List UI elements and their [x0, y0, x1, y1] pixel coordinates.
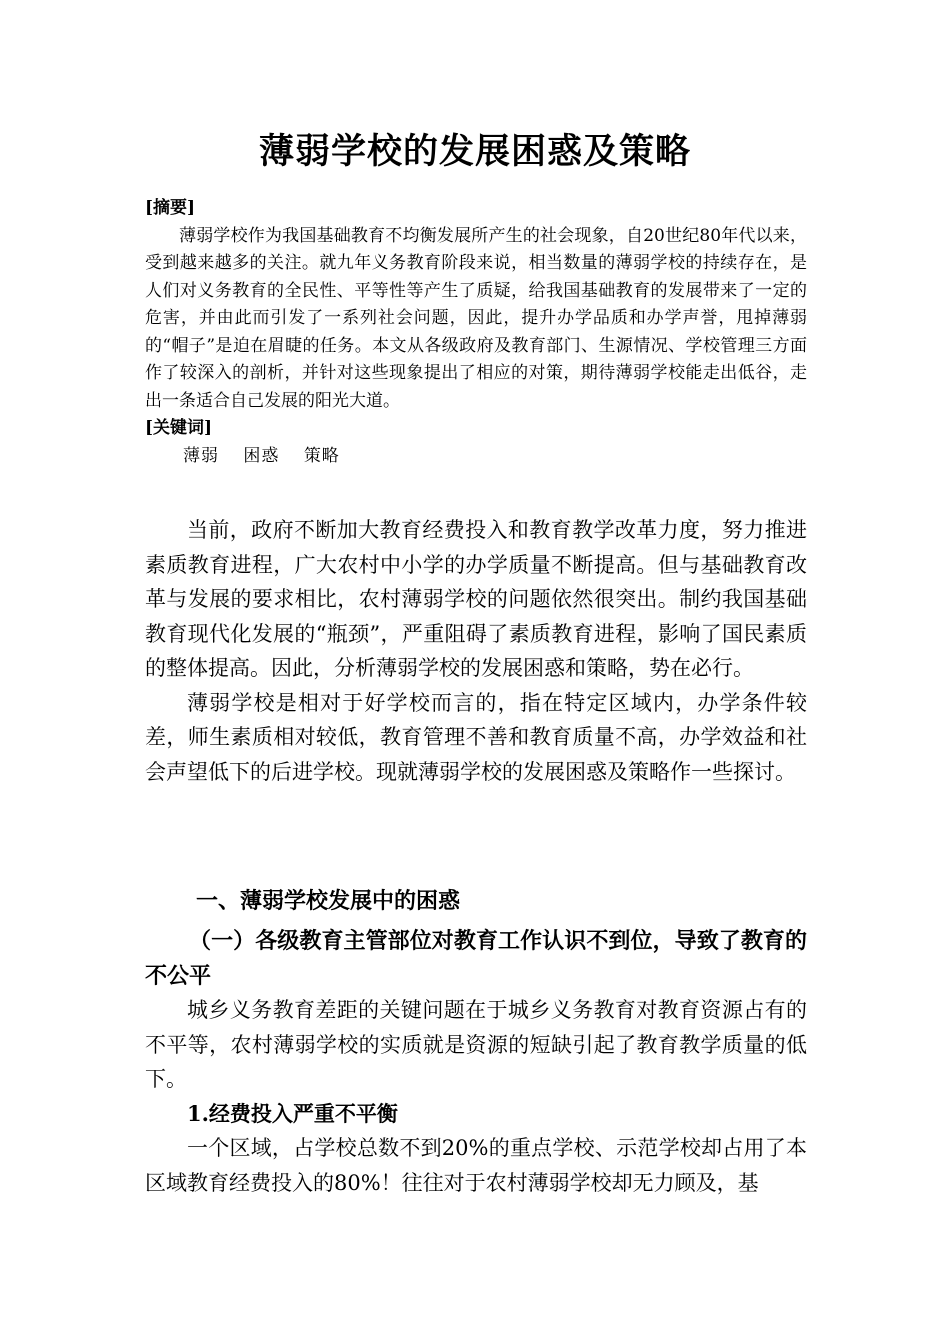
abstract-section	[145, 195, 807, 470]
abstract-text: 薄弱学校作为我国基础教育不均衡发展所产生的社会现象，自20世纪80年代以来，受到越来越多的关注。就九年义务教育阶段来说，相当数量的薄弱学校的持续存在，是人们对义务教育的全民性、平等性等产生了质疑，给我国基础教育的发展带来了一定的危害，并由此而引发了一系列社会问题，因此，提升办学品质和办学声誉，甩掉薄弱的“帽子”是迫在眉睫的任务。本文从各级政府及教育部门、生源情况、学校管理三方面作了较深入的剖析，并针对这些现象提出了相应的对策，期待薄弱学校能走出低谷，走出一条适合自己发展的阳光大道。	[145, 225, 807, 411]
section-body	[145, 924, 807, 1200]
section-heading: 一、薄弱学校发展中的困惑	[196, 888, 461, 914]
abstract-label: [摘要]	[145, 198, 196, 218]
keywords-label: [关键词]	[145, 418, 213, 438]
keyword-item: 困惑	[243, 445, 280, 466]
subsection-heading: （一）各级教育主管部位对教育工作认识不到位，导致了教育的不公平	[145, 928, 807, 989]
intro-section	[145, 513, 807, 789]
keyword-item: 策略	[303, 445, 340, 466]
keyword-item: 薄弱	[183, 445, 219, 466]
body-paragraph: 薄弱学校是相对于好学校而言的，指在特定区域内，办学条件较差，师生素质相对较低，教育管理不善和教育质量不高，办学效益和社会声望低下的后进学校。现就薄弱学校的发展困惑及策略作一些探讨。	[145, 690, 807, 784]
body-paragraph: 当前，政府不断加大教育经费投入和教育教学改革力度，努力推进素质教育进程，广大农村中小学的办学质量不断提高。但与基础教育改革与发展的要求相比，农村薄弱学校的问题依然很突出。制约我国基础教育现代化发展的“瓶颈”，严重阻碍了素质教育进程，影响了国民素质的整体提高。因此，分析薄弱学校的发展困惑和策略，势在必行。	[145, 518, 807, 680]
body-paragraph: 城乡义务教育差距的关键问题在于城乡义务教育对教育资源占有的不平等，农村薄弱学校的实质就是资源的短缺引起了教育教学质量的低下。	[145, 998, 807, 1091]
keywords-list	[145, 443, 807, 471]
document-title: 薄弱学校的发展困惑及策略	[258, 131, 691, 172]
body-paragraph: 一个区域，占学校总数不到20%的重点学校、示范学校却占用了本区域教育经费投入的80%！往往对于农村薄弱学校却无力顾及，基	[145, 1136, 807, 1195]
sub-subsection-heading: 1.经费投入严重不平衡	[187, 1100, 398, 1126]
